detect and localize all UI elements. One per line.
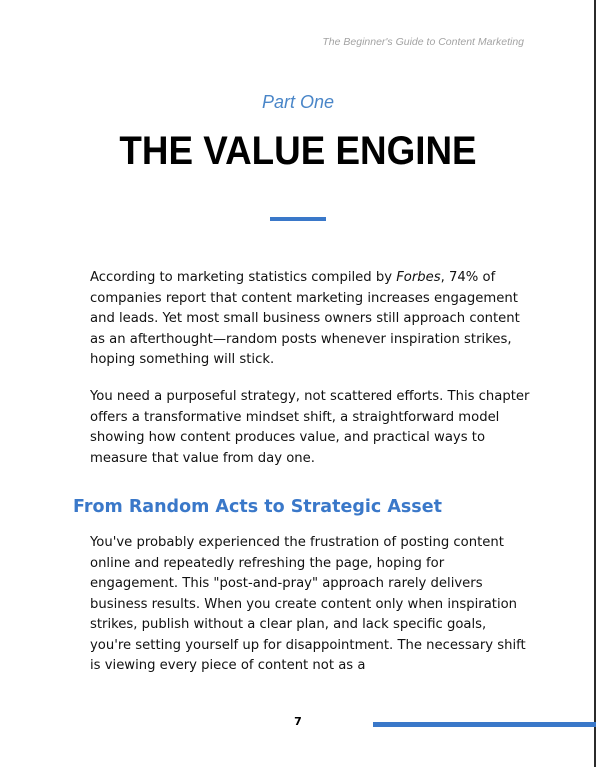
intro-text-before: According to marketing statistics compiled by	[90, 270, 397, 285]
title-underline-rule	[270, 217, 326, 221]
footer-accent-bar	[373, 722, 596, 727]
intro-paragraph-2: You need a purposeful strategy, not scattered efforts. This chapter offers a transformative mindset shift, a straightforward model showing how content produces value, and practical ways to measure that value from day one.	[90, 389, 530, 466]
intro-text-after: , 74% of companies report that content marketing increases engagement and leads. Yet most small business owners still approach content as an afterthought—random posts whenever inspiration strikes, hoping something will stick.	[90, 270, 520, 367]
running-header: The Beginner's Guide to Content Marketing	[322, 36, 524, 48]
chapter-title: THE VALUE ENGINE	[119, 129, 477, 173]
part-label: Part One	[261, 92, 335, 112]
section-paragraph-1: You've probably experienced the frustration of posting content online and repeatedly refreshing the page, hoping for engagement. This "post-and-pray" approach rarely delivers business results. When you create content only when inspiration strikes, publish without a clear plan, and lack specific goals, you're setting yourself up for disappointment. The necessary shift is viewing every piece of content not as a	[90, 535, 526, 673]
section-heading: From Random Acts to Strategic Asset	[73, 497, 442, 517]
intro-paragraph-1	[90, 268, 530, 371]
page-number: 7	[294, 715, 302, 728]
source-citation: Forbes	[396, 270, 441, 285]
